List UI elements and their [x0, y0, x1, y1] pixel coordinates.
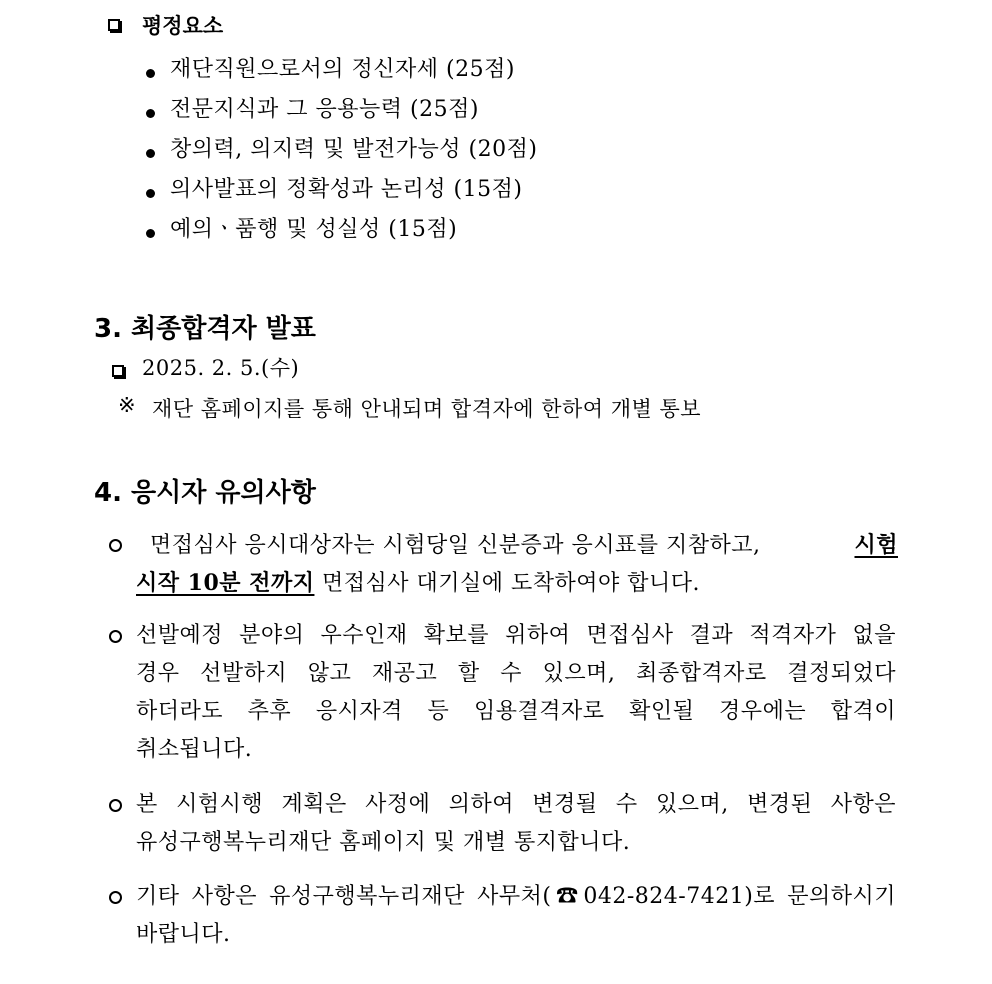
bullet-circle-icon: [109, 797, 122, 816]
bullet-dot-icon: [146, 63, 155, 82]
notice-text: 면접심사 응시대상자는 시험당일 신분증과 응시표를 지참하고,: [150, 533, 761, 558]
bullet-dot-icon: [146, 183, 155, 202]
bullet-dot-icon: [146, 223, 155, 242]
bullet-circle-icon: [109, 537, 122, 556]
announcement-date: 2025. 2. 5.(수): [142, 356, 300, 380]
criteria-item: 예의ㆍ품행 및 성실성 (15점): [170, 217, 458, 242]
emphasis-text: 시험: [854, 532, 898, 558]
notice-text: 경우 선발하지 않고 재공고 할 수 있으며, 최종합격자로 결정되었다: [136, 661, 896, 686]
notice-text: 기타 사항은 유성구행복누리재단 사무처(☎042-824-7421)로 문의하시기: [136, 884, 896, 909]
checkbox-square-icon: [108, 19, 120, 31]
criteria-item: 의사발표의 정확성과 논리성 (15점): [170, 177, 523, 202]
announcement-note: 재단 홈페이지를 통해 안내되며 합격자에 한하여 개별 통보: [152, 397, 702, 421]
bullet-dot-icon: [146, 103, 155, 122]
emphasis-text: 시작 10분 전까지: [136, 570, 315, 596]
notice-paragraph-1: [136, 528, 898, 559]
bullet-circle-icon: [109, 889, 122, 908]
notice-text: 본 시험시행 계획은 사정에 의하여 변경될 수 있으며, 변경된 사항은: [136, 792, 896, 817]
criteria-item: 창의력, 의지력 및 발전가능성 (20점): [170, 137, 538, 162]
criteria-section: [108, 16, 120, 35]
notice-text: 바랍니다.: [136, 922, 231, 947]
notice-paragraph-1-line-2: [136, 566, 700, 597]
notice-text: 취소됩니다.: [136, 737, 253, 762]
bullet-circle-icon: [109, 628, 122, 647]
checkbox-square-icon: [112, 362, 124, 381]
criteria-title: 평정요소: [142, 14, 224, 38]
notice-text: 면접심사 대기실에 도착하여야 합니다.: [314, 571, 700, 596]
section-3-heading: 3. 최종합격자 발표: [94, 314, 316, 344]
notice-text: 선발예정 분야의 우수인재 확보를 위하여 면접심사 결과 적격자가 없을: [136, 623, 896, 648]
criteria-item: 전문지식과 그 응용능력 (25점): [170, 97, 479, 122]
reference-mark-icon: ※: [118, 393, 137, 417]
notice-text: 유성구행복누리재단 홈페이지 및 개별 통지합니다.: [136, 830, 631, 855]
criteria-item: 재단직원으로서의 정신자세 (25점): [170, 57, 515, 82]
section-4-heading: 4. 응시자 유의사항: [94, 478, 316, 508]
notice-text: 하더라도 추후 응시자격 등 임용결격자로 확인될 경우에는 합격이: [136, 699, 896, 724]
bullet-dot-icon: [146, 143, 155, 162]
